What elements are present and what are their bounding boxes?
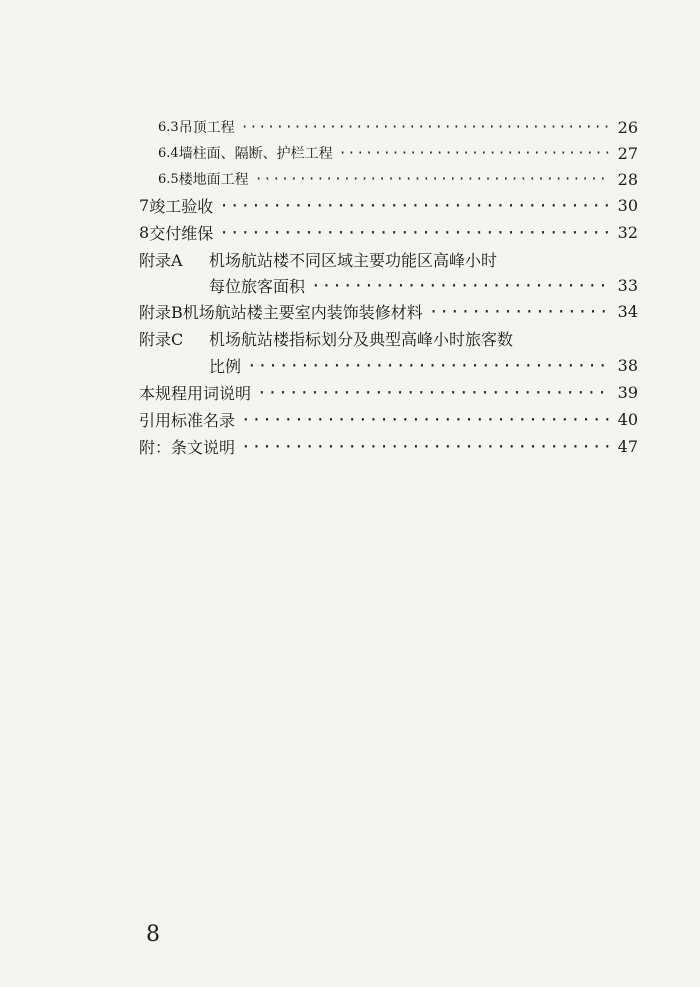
toc-entry-6-4[interactable] — [158, 140, 638, 166]
toc-entry-page: 34 — [617, 301, 638, 321]
toc-entry-title: 每位旅客面积 — [209, 276, 306, 296]
toc-entry-appendix-a[interactable] — [139, 246, 638, 272]
toc-entry-appendix-a-cont[interactable] — [209, 272, 638, 298]
toc-entry-title: 机场航站楼不同区域主要功能区高峰小时 — [209, 250, 498, 270]
toc-entry-8[interactable] — [139, 219, 638, 245]
toc-leader-dots — [339, 146, 610, 161]
toc-entry-page: 38 — [617, 355, 638, 375]
toc-entry-number: 6.3 — [158, 119, 179, 135]
toc-entry-title: 交付维保 — [149, 223, 214, 243]
toc-entry-title: 比例 — [209, 356, 242, 376]
toc-entry-title: 引用标准名录 — [139, 410, 236, 430]
toc-entry-title: 吊顶工程 — [178, 120, 235, 136]
toc-leader-dots — [241, 120, 610, 135]
toc-leader-dots — [241, 437, 610, 456]
toc-leader-dots — [429, 302, 610, 321]
page-number: 8 — [146, 922, 160, 947]
toc-entry-number: 8 — [139, 222, 150, 242]
toc-entry-number: 附录C — [139, 329, 184, 349]
toc-leader-dots — [255, 172, 610, 187]
toc-entry-appendix-b[interactable] — [139, 298, 638, 324]
toc-entry-6-3[interactable] — [158, 114, 638, 140]
toc-leader-dots — [241, 410, 610, 429]
toc-leader-dots — [247, 356, 610, 375]
toc-leader-dots — [219, 196, 610, 215]
toc-entry-number: 6.5 — [158, 171, 179, 187]
toc-entry-appendix-c[interactable] — [139, 325, 638, 351]
toc-entry-page: 47 — [617, 436, 638, 456]
toc-entry-page: 32 — [617, 222, 638, 242]
toc-entry-number: 附录A — [139, 250, 183, 270]
toc-entry-6-5[interactable] — [158, 166, 638, 192]
toc-entry-title: 机场航站楼主要室内装饰装修材料 — [182, 302, 423, 322]
toc-entry-explanation[interactable] — [139, 433, 638, 459]
toc-entry-page: 28 — [617, 169, 638, 189]
toc-entry-title: 竣工验收 — [149, 196, 214, 216]
toc-entry-title: 本规程用词说明 — [139, 383, 252, 403]
toc-entry-page: 26 — [617, 117, 638, 137]
toc-entry-page: 39 — [617, 382, 638, 402]
toc-entry-terms[interactable] — [139, 379, 638, 405]
toc-entry-title: 附：条文说明 — [139, 437, 236, 457]
toc-entry-page: 33 — [617, 275, 638, 295]
toc-entry-page: 40 — [617, 409, 638, 429]
toc-leader-dots — [311, 276, 610, 295]
toc-entry-number: 6.4 — [158, 145, 179, 161]
toc-entry-appendix-c-cont[interactable] — [209, 352, 638, 378]
toc-entry-title: 机场航站楼指标划分及典型高峰小时旅客数 — [209, 329, 514, 349]
toc-entry-page: 30 — [617, 195, 638, 215]
toc-leader-dots — [257, 383, 610, 402]
toc-entry-standards[interactable] — [139, 406, 638, 432]
toc-entry-title: 楼地面工程 — [178, 172, 249, 188]
toc-entry-title: 墙柱面、隔断、护栏工程 — [178, 146, 333, 162]
toc-leader-dots — [219, 223, 610, 242]
toc-entry-number: 7 — [139, 195, 150, 215]
toc-entry-7[interactable] — [139, 192, 638, 218]
toc-entry-page: 27 — [617, 143, 638, 163]
toc-entry-number: 附录B — [139, 302, 183, 322]
